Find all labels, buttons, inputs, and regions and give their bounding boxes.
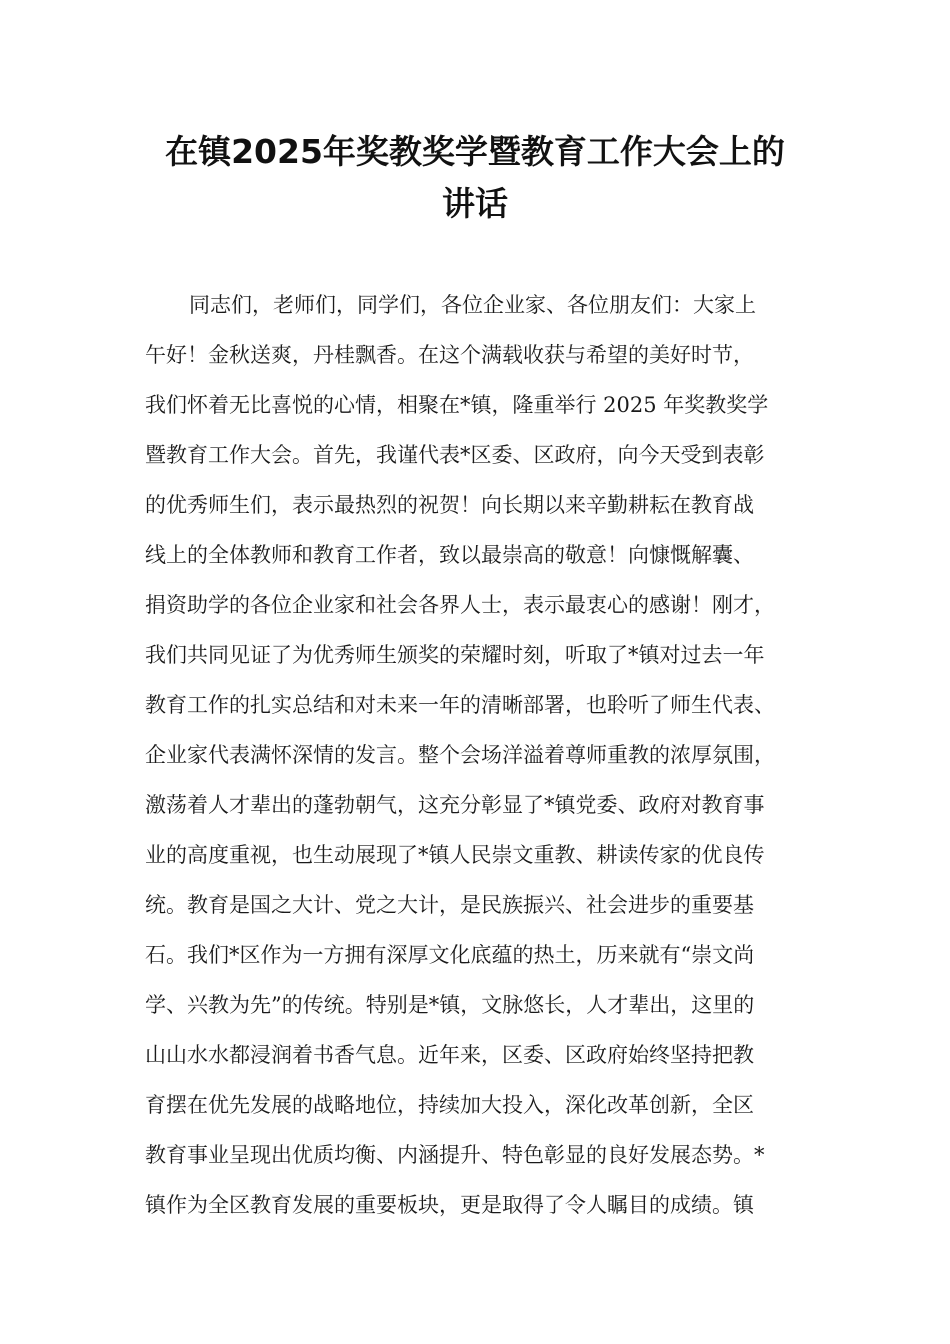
body-line: 企业家代表满怀深情的发言。整个会场洋溢着尊师重教的浓厚氛围， [145, 743, 775, 767]
title-line-2: 讲话 [442, 184, 508, 223]
body-line: 石。我们*区作为一方拥有深厚文化底蕴的热土，历来就有“崇文尚 [145, 943, 755, 967]
body-line: 教育工作的扎实总结和对未来一年的清晰部署，也聆听了师生代表、 [145, 693, 775, 717]
body-line: 教育事业呈现出优质均衡、内涵提升、特色彰显的良好发展态势。* [145, 1143, 765, 1167]
body-line: 山山水水都浸润着书香气息。近年来，区委、区政府始终坚持把教 [145, 1043, 754, 1067]
body-line: 镇作为全区教育发展的重要板块，更是取得了令人瞩目的成绩。镇 [145, 1193, 754, 1217]
body-line: 线上的全体教师和教育工作者，致以最崇高的敬意！向慷慨解囊、 [145, 543, 754, 567]
body-line: 我们共同见证了为优秀师生颁奖的荣耀时刻，听取了*镇对过去一年 [145, 643, 765, 667]
body-line: 统。教育是国之大计、党之大计，是民族振兴、社会进步的重要基 [145, 893, 754, 917]
speech-body [145, 280, 835, 1230]
body-line: 捐资助学的各位企业家和社会各界人士，表示最衷心的感谢！刚才， [145, 593, 775, 617]
body-line: 同志们，老师们，同学们，各位企业家、各位朋友们：大家上 [189, 293, 756, 317]
body-line: 我们怀着无比喜悦的心情，相聚在*镇，隆重举行 2025 年奖教奖学 [145, 393, 769, 417]
body-line: 育摆在优先发展的战略地位，持续加大投入，深化改革创新，全区 [145, 1093, 754, 1117]
body-line: 业的高度重视，也生动展现了*镇人民崇文重教、耕读传家的优良传 [145, 843, 765, 867]
body-line: 的优秀师生们，表示最热烈的祝贺！向长期以来辛勤耕耘在教育战 [145, 493, 754, 517]
body-line: 午好！金秋送爽，丹桂飘香。在这个满载收获与希望的美好时节， [145, 343, 754, 367]
document-title [130, 126, 820, 230]
body-line: 学、兴教为先”的传统。特别是*镇，文脉悠长，人才辈出，这里的 [145, 993, 755, 1017]
body-line: 激荡着人才辈出的蓬勃朝气，这充分彰显了*镇党委、政府对教育事 [145, 793, 765, 817]
body-line: 暨教育工作大会。首先，我谨代表*区委、区政府，向今天受到表彰 [145, 443, 765, 467]
title-line-1: 在镇2025年奖教奖学暨教育工作大会上的 [165, 132, 785, 171]
